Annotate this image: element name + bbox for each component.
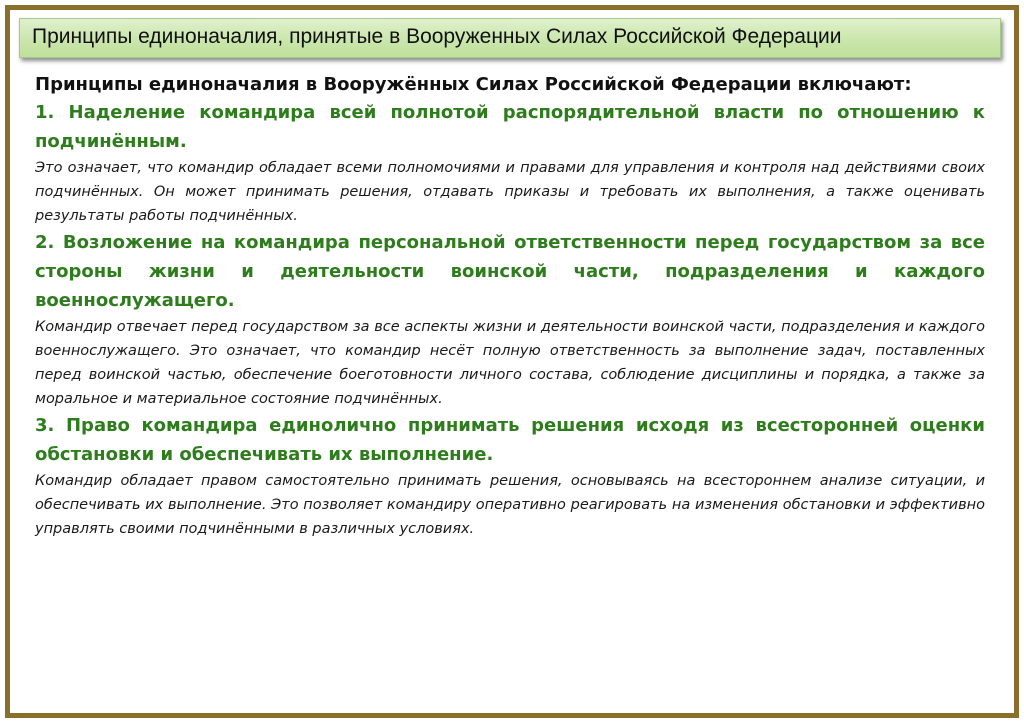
title-bar — [19, 18, 1001, 58]
principle-1-description: Это означает, что командир обладает всеми полномочиями и правами для управления и контроля над действиями своих подчинённых. Он может принимать решения, отдавать приказы и требовать их выполнения, а также оценивать результаты работы подчинённых. — [35, 160, 985, 224]
slide-title: Принципы единоначалия, принятые в Вооруженных Силах Российской Федерации — [32, 25, 842, 48]
principle-2-description: Командир отвечает перед государством за все аспекты жизни и деятельности воинской части, подразделения и каждого военнослужащего. Это означает, что командир несёт полную ответственность за выполнение задач, поставленных перед воинской частью, обеспечение боеготовности личного состава, соблюдение дисциплины и порядка, а также за моральное и материальное состояние подчинённых. — [35, 319, 985, 407]
principle-3-heading: 3. Право командира единолично принимать решения исходя из всесторонней оценки обстановки и обеспечивать их выполнение. — [35, 415, 985, 465]
intro-text: Принципы единоначалия в Вооружённых Силах Российской Федерации включают: — [35, 74, 912, 95]
principle-2-heading: 2. Возложение на командира персональной ответственности перед государством за все стороны жизни и деятельности воинской части, подразделения и каждого военнослужащего. — [35, 232, 985, 311]
principle-3-description: Командир обладает правом самостоятельно принимать решения, основываясь на всестороннем анализе ситуации, и обеспечивать их выполнение. Это позволяет командиру оперативно реагировать на изменения обстановки и эффективно управлять своими подчинёнными в различных условиях. — [35, 473, 985, 537]
slide-frame — [5, 5, 1019, 718]
principle-1-heading: 1. Наделение командира всей полнотой распорядительной власти по отношению к подчинённым. — [35, 102, 985, 152]
slide-content — [35, 72, 985, 541]
